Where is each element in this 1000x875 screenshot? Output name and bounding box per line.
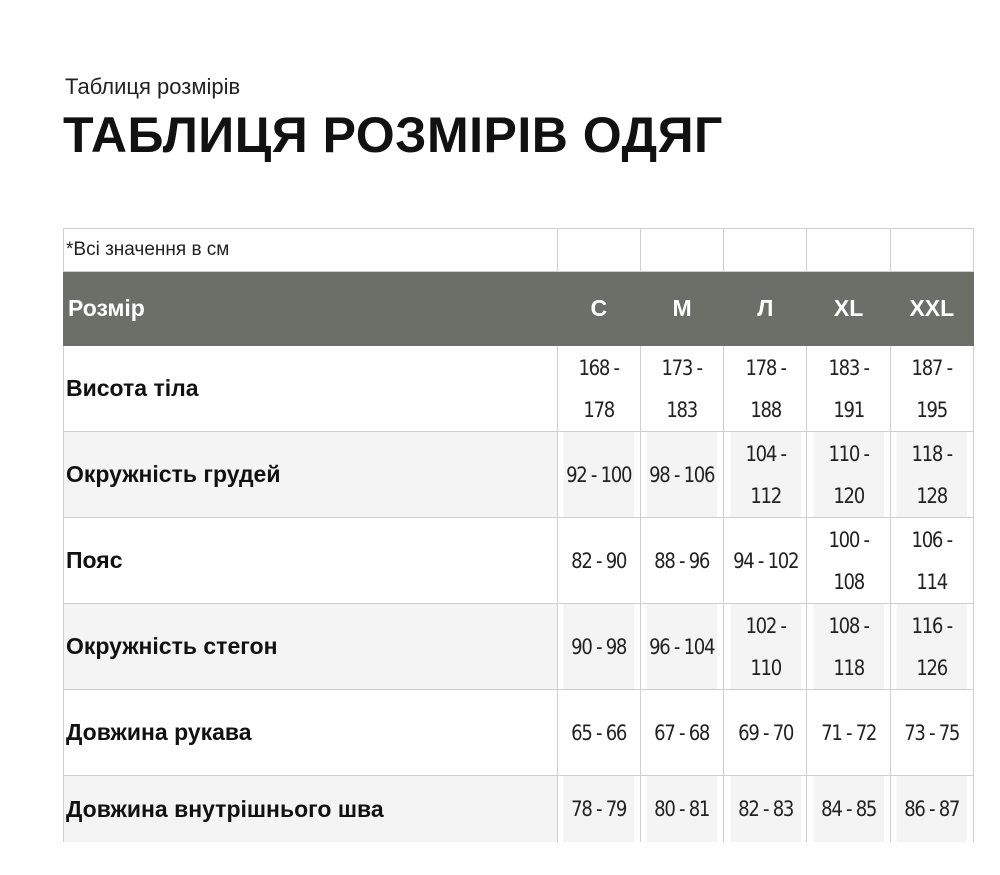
header-size-m: М [640, 272, 723, 346]
table-cell: 118 - 128 [896, 432, 968, 518]
header-size-xxl: XXL [890, 272, 973, 346]
table-cell: 65 - 66 [563, 690, 635, 776]
table-cell: 104 - 112 [729, 432, 801, 518]
empty-cell [807, 229, 890, 272]
empty-cell [724, 229, 807, 272]
table-cell: 71 - 72 [813, 690, 885, 776]
table-row-waist [64, 518, 974, 604]
empty-cell [557, 229, 640, 272]
table-cell: 168 - 178 [563, 346, 635, 432]
table-cell: 80 - 81 [646, 776, 718, 843]
header-size-l: Л [724, 272, 807, 346]
header-row [64, 272, 974, 346]
row-label: Окружність грудей [64, 432, 558, 518]
table-cell: 116 - 126 [896, 604, 968, 690]
table-cell: 73 - 75 [896, 690, 968, 776]
table-cell: 94 - 102 [729, 518, 801, 604]
table-cell: 69 - 70 [729, 690, 801, 776]
table-cell: 173 - 183 [646, 346, 718, 432]
table-cell: 84 - 85 [813, 776, 885, 843]
table-cell: 90 - 98 [563, 604, 635, 690]
table-row-sleeve [64, 690, 974, 776]
row-label: Довжина внутрішнього шва [64, 776, 558, 843]
table-cell: 98 - 106 [646, 432, 718, 518]
empty-cell [890, 229, 973, 272]
units-note: *Всі значення в см [64, 229, 558, 272]
table-cell: 100 - 108 [813, 518, 885, 604]
size-chart-table [63, 228, 974, 842]
table-cell: 82 - 83 [729, 776, 801, 843]
page-title: ТАБЛИЦЯ РОЗМІРІВ ОДЯГ [63, 107, 723, 163]
row-label: Пояс [64, 518, 558, 604]
table-row-inseam [64, 776, 974, 843]
table-cell: 92 - 100 [563, 432, 635, 518]
table-cell: 82 - 90 [563, 518, 635, 604]
empty-cell [640, 229, 723, 272]
row-label: Окружність стегон [64, 604, 558, 690]
row-label: Висота тіла [64, 346, 558, 432]
table-cell: 88 - 96 [646, 518, 718, 604]
table-cell: 110 - 120 [813, 432, 885, 518]
table-cell: 86 - 87 [896, 776, 968, 843]
table-cell: 187 - 195 [896, 346, 968, 432]
table-cell: 67 - 68 [646, 690, 718, 776]
table-cell: 102 - 110 [729, 604, 801, 690]
row-label: Довжина рукава [64, 690, 558, 776]
table-cell: 78 - 79 [563, 776, 635, 843]
table-cell: 106 - 114 [896, 518, 968, 604]
units-note-row [64, 229, 974, 272]
header-size-xl: XL [807, 272, 890, 346]
table-cell: 96 - 104 [646, 604, 718, 690]
page-subtitle: Таблиця розмірів [65, 74, 241, 99]
table-cell: 108 - 118 [813, 604, 885, 690]
table-cell: 178 - 188 [729, 346, 801, 432]
table-row-height [64, 346, 974, 432]
header-size-s: С [557, 272, 640, 346]
table-row-hips [64, 604, 974, 690]
table-row-chest [64, 432, 974, 518]
header-size-label: Розмір [64, 272, 558, 346]
table-cell: 183 - 191 [813, 346, 885, 432]
